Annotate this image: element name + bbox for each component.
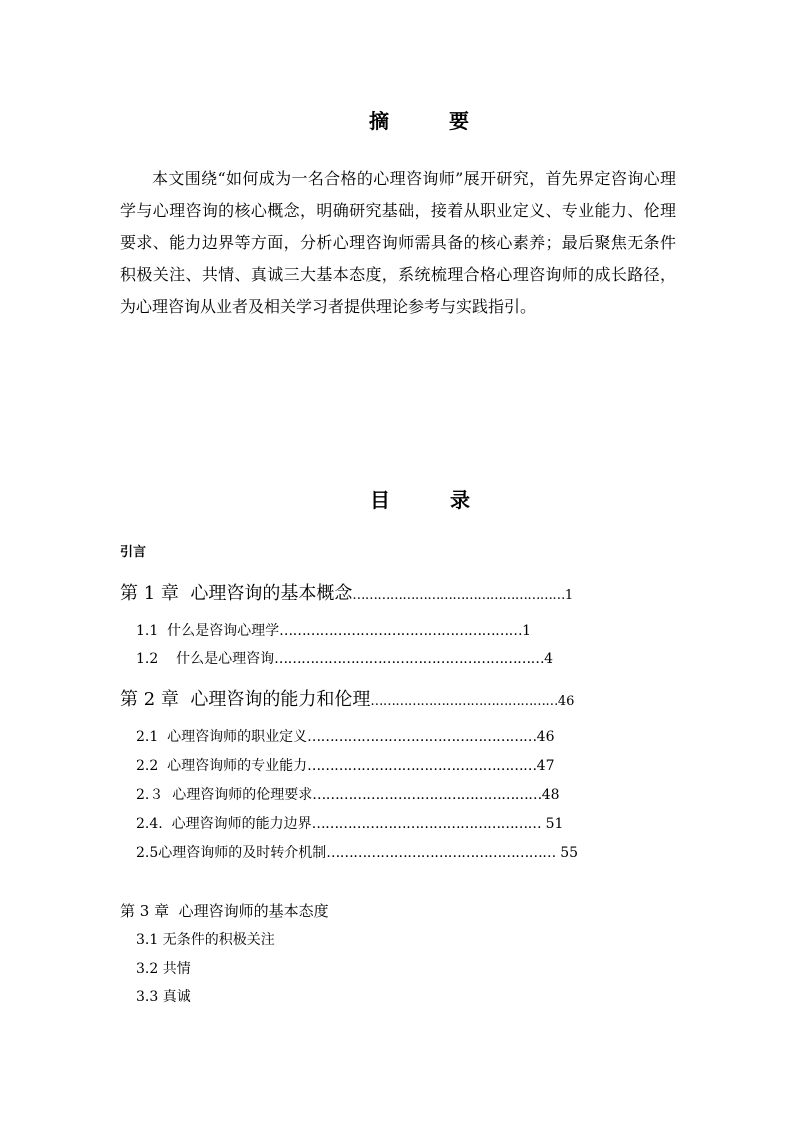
toc-leader-dots: ……………………………………………… [279, 623, 523, 639]
toc-chapter-title: 心理咨询的基本概念 [190, 583, 353, 604]
toc-leader-dots: …………………………………………………… [274, 651, 545, 667]
toc-section-2-4 [136, 813, 563, 833]
toc-page-number: 1 [564, 588, 574, 603]
toc-page-number: 1 [522, 623, 532, 639]
toc-section-number: 2.1 [136, 729, 159, 745]
toc-page-number: 46 [557, 694, 575, 709]
toc-section-1-2 [136, 648, 553, 668]
toc-leader-dots: …………………………………………… [312, 787, 542, 803]
toc-page-number: 55 [560, 845, 579, 861]
toc-leader-dots: …………………………………………… [326, 845, 556, 861]
toc-page-number: 48 [541, 787, 560, 803]
abstract-body: 本文围绕“如何成为一名合格的心理咨询师”展开研究，首先界定咨询心理学与心理咨询的核心概念，明确研究基础，接着从职业定义、专业能力、伦理要求、能力边界等方面，分析心理咨询师需具备的核心素养；最后聚焦无条件积极关注、共情、真诚三大基本态度，系统梳理合格心理咨询师的成长路径，为心理咨询从业者及相关学习者提供理论参考与实践指引。 [120, 169, 676, 316]
toc-section-2-2 [136, 755, 555, 775]
toc-section-title: 心理咨询师的伦理要求 [172, 787, 313, 803]
toc-section-2-5 [136, 842, 578, 862]
toc-chapter-label: 第 3 章 [120, 902, 170, 920]
toc-section-2-1 [136, 726, 555, 746]
toc-section-number: 3.3 [136, 989, 159, 1005]
toc-chapter-label: 第 2 章 [120, 689, 179, 710]
abstract-heading: 摘 要 [369, 109, 489, 133]
toc-section-number: 2.2 [136, 758, 159, 774]
toc-section-title: 心理咨询师的专业能力 [167, 758, 308, 774]
toc-section-3-1 [136, 929, 275, 949]
toc-section-title: 无条件的积极关注 [162, 932, 275, 948]
toc-section-title: 心理咨询师的及时转介机制 [158, 845, 327, 861]
toc-page-number: 47 [536, 758, 555, 774]
toc-chapter-title: 心理咨询师的基本态度 [178, 902, 329, 920]
toc-chapter-3 [120, 900, 329, 921]
toc-leader-dots: …………………………………………… [352, 588, 565, 603]
toc-section-title: 共情 [162, 961, 191, 977]
toc-section-number: 2.３ [136, 787, 164, 803]
toc-chapter-title: 心理咨询的能力和伦理 [190, 689, 371, 710]
toc-chapter-1 [120, 579, 573, 605]
toc-section-3-3 [136, 986, 191, 1006]
toc-leader-dots: …………………………………………… [307, 758, 537, 774]
toc-heading: 目 录 [370, 488, 490, 512]
toc-page-number: 46 [536, 729, 555, 745]
toc-section-3-2 [136, 958, 191, 978]
toc-section-title: 什么是心理咨询 [176, 651, 275, 667]
toc-section-title: 真诚 [162, 989, 191, 1005]
toc-section-2-3 [136, 784, 560, 804]
toc-section-title: 什么是咨询心理学 [167, 623, 280, 639]
toc-section-number: 2.4. [136, 816, 163, 832]
toc-section-title: 心理咨询师的职业定义 [167, 729, 308, 745]
toc-section-number: 1.2 [136, 651, 159, 667]
toc-leader-dots: …………………………………………… [307, 729, 537, 745]
toc-page-number: 51 [545, 816, 564, 832]
toc-page-number: 4 [544, 651, 553, 667]
toc-section-title: 心理咨询师的能力边界 [171, 816, 312, 832]
toc-section-number: 3.2 [136, 961, 159, 977]
toc-section-number: 2.5 [136, 845, 159, 861]
toc-section-number: 3.1 [136, 932, 159, 948]
toc-leader-dots: …………………………………………… [311, 816, 542, 832]
toc-section-number: 1.1 [136, 623, 159, 639]
toc-intro: 引言 [120, 545, 147, 560]
toc-chapter-2 [120, 685, 574, 711]
toc-leader-dots: ……………………………………… [370, 694, 558, 709]
toc-section-1-1 [136, 620, 531, 640]
toc-chapter-label: 第 1 章 [120, 583, 179, 604]
